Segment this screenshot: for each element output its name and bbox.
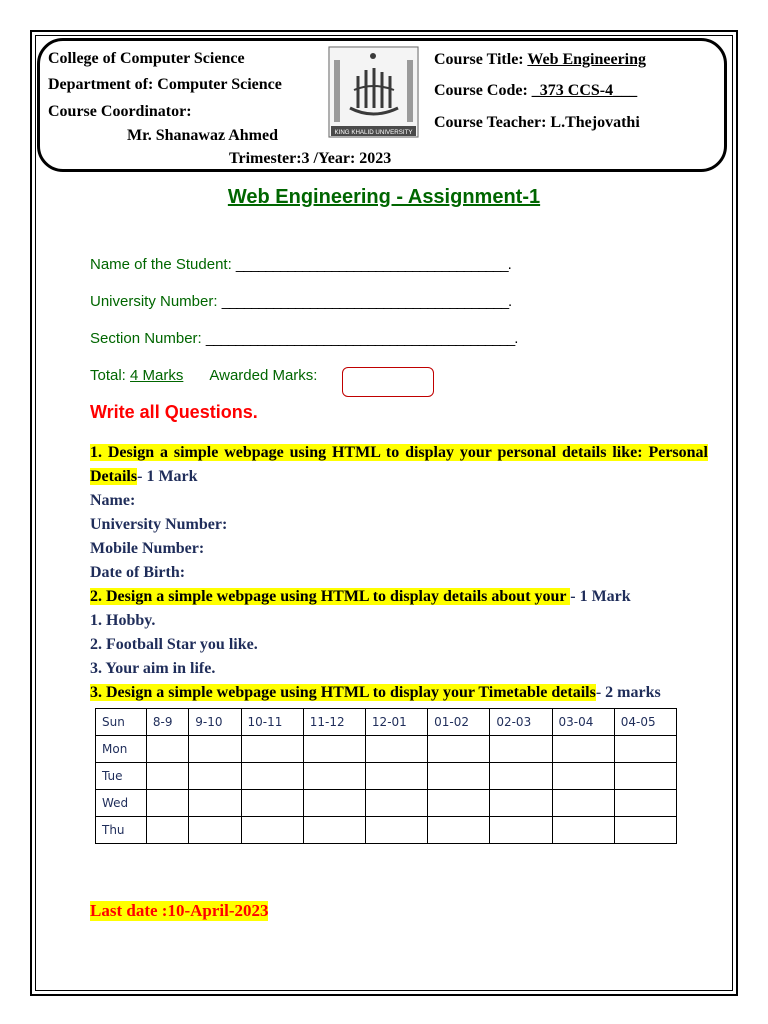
question-1-item: Mobile Number: bbox=[90, 540, 205, 557]
university-number-field bbox=[90, 293, 511, 310]
question-2 bbox=[90, 585, 631, 609]
timetable-header-cell: 8-9 bbox=[146, 709, 188, 736]
assignment-title: Web Engineering - Assignment-1 bbox=[227, 186, 541, 208]
timetable-header-row bbox=[96, 709, 677, 736]
timetable-cell[interactable] bbox=[428, 736, 490, 763]
question-1-marks: - 1 Mark bbox=[137, 468, 198, 485]
question-1-item: Date of Birth: bbox=[90, 564, 186, 581]
timetable-day: Wed bbox=[96, 790, 147, 817]
timetable-cell[interactable] bbox=[146, 817, 188, 844]
timetable-header-cell: 12-01 bbox=[365, 709, 427, 736]
question-1-item: Name: bbox=[90, 492, 136, 509]
timetable-cell[interactable] bbox=[365, 763, 427, 790]
timetable-cell[interactable] bbox=[146, 790, 188, 817]
timetable-cell[interactable] bbox=[428, 763, 490, 790]
question-3-marks: - 2 marks bbox=[595, 684, 661, 701]
timetable-cell[interactable] bbox=[490, 763, 552, 790]
question-1-text: 1. Design a simple webpage using HTML to display your personal details like: Personal Details bbox=[90, 444, 708, 485]
total-label: Total: bbox=[90, 367, 131, 384]
timetable-cell[interactable] bbox=[552, 817, 614, 844]
timetable-cell[interactable] bbox=[428, 790, 490, 817]
timetable-cell[interactable] bbox=[490, 736, 552, 763]
timetable-cell[interactable] bbox=[303, 763, 365, 790]
student-name-label: Name of the Student: bbox=[90, 256, 236, 273]
timetable-header-cell: 04-05 bbox=[614, 709, 676, 736]
timetable-cell[interactable] bbox=[552, 736, 614, 763]
section-number-label: Section Number: bbox=[90, 330, 206, 347]
department-name: Department of: Computer Science bbox=[48, 76, 282, 93]
question-2-item: 3. Your aim in life. bbox=[90, 660, 216, 677]
timetable-cell[interactable] bbox=[552, 763, 614, 790]
question-3 bbox=[90, 681, 661, 705]
timetable-cell[interactable] bbox=[614, 736, 676, 763]
timetable-cell[interactable] bbox=[241, 817, 303, 844]
timetable-header-cell: Sun bbox=[96, 709, 147, 736]
timetable-cell[interactable] bbox=[303, 817, 365, 844]
question-2-text: 2. Design a simple webpage using HTML to display details about your bbox=[90, 588, 571, 605]
student-name-blank[interactable]: _____________________________________. bbox=[235, 256, 511, 273]
last-date: Last date :10-April-2023 bbox=[90, 901, 269, 920]
marks-row bbox=[90, 367, 317, 384]
timetable-day: Tue bbox=[96, 763, 147, 790]
course-code bbox=[434, 82, 637, 100]
timetable-cell[interactable] bbox=[365, 817, 427, 844]
coordinator-name: Mr. Shanawaz Ahmed bbox=[127, 127, 278, 144]
course-code-value: _373 CCS-4___ bbox=[531, 82, 638, 99]
logo-caption: KING KHALID UNIVERSITY bbox=[334, 129, 413, 136]
timetable-header-cell: 10-11 bbox=[241, 709, 303, 736]
timetable-cell[interactable] bbox=[189, 763, 241, 790]
timetable-cell[interactable] bbox=[241, 763, 303, 790]
timetable-cell[interactable] bbox=[428, 817, 490, 844]
timetable-cell[interactable] bbox=[303, 736, 365, 763]
timetable-row bbox=[96, 790, 677, 817]
course-title-value: Web Engineering bbox=[527, 51, 647, 68]
timetable-cell[interactable] bbox=[365, 736, 427, 763]
timetable-header-cell: 11-12 bbox=[303, 709, 365, 736]
section-number-blank[interactable]: __________________________________________. bbox=[205, 330, 518, 347]
question-1-item: University Number: bbox=[90, 516, 228, 533]
coordinator-label: Course Coordinator: bbox=[48, 103, 192, 120]
timetable-cell[interactable] bbox=[189, 736, 241, 763]
timetable-row bbox=[96, 736, 677, 763]
question-2-marks: - 1 Mark bbox=[570, 588, 631, 605]
timetable-day: Mon bbox=[96, 736, 147, 763]
question-2-item: 1. Hobby. bbox=[90, 612, 156, 629]
course-teacher: Course Teacher: L.Thejovathi bbox=[434, 114, 640, 131]
timetable-day: Thu bbox=[96, 817, 147, 844]
university-number-blank[interactable]: _______________________________________. bbox=[221, 293, 512, 310]
timetable-cell[interactable] bbox=[146, 736, 188, 763]
timetable-row bbox=[96, 817, 677, 844]
timetable-cell[interactable] bbox=[614, 790, 676, 817]
college-name: College of Computer Science bbox=[48, 50, 245, 67]
timetable bbox=[95, 708, 677, 844]
timetable-cell[interactable] bbox=[490, 790, 552, 817]
total-value: 4 Marks bbox=[130, 367, 184, 384]
timetable-cell[interactable] bbox=[490, 817, 552, 844]
university-number-label: University Number: bbox=[90, 293, 222, 310]
timetable-cell[interactable] bbox=[614, 763, 676, 790]
timetable-header-cell: 02-03 bbox=[490, 709, 552, 736]
timetable-cell[interactable] bbox=[241, 736, 303, 763]
student-name-field bbox=[90, 256, 511, 273]
timetable-cell[interactable] bbox=[303, 790, 365, 817]
timetable-cell[interactable] bbox=[614, 817, 676, 844]
timetable-cell[interactable] bbox=[146, 763, 188, 790]
course-code-label: Course Code: bbox=[434, 82, 532, 99]
timetable-header-cell: 01-02 bbox=[428, 709, 490, 736]
university-logo bbox=[328, 46, 419, 138]
question-2-item: 2. Football Star you like. bbox=[90, 636, 258, 653]
course-title-label: Course Title: bbox=[434, 51, 528, 68]
timetable-cell[interactable] bbox=[241, 790, 303, 817]
instruction-text: Write all Questions. bbox=[90, 402, 258, 422]
timetable-cell[interactable] bbox=[552, 790, 614, 817]
section-number-field bbox=[90, 330, 517, 347]
timetable-cell[interactable] bbox=[365, 790, 427, 817]
course-title bbox=[434, 51, 646, 69]
question-1 bbox=[90, 441, 708, 489]
awarded-marks-box[interactable] bbox=[342, 367, 434, 397]
timetable-header-cell: 03-04 bbox=[552, 709, 614, 736]
trimester-year: Trimester:3 /Year: 2023 bbox=[229, 150, 392, 167]
timetable-cell[interactable] bbox=[189, 817, 241, 844]
awarded-marks-label: Awarded Marks: bbox=[209, 367, 318, 384]
timetable-cell[interactable] bbox=[189, 790, 241, 817]
timetable-header-cell: 9-10 bbox=[189, 709, 241, 736]
timetable-row bbox=[96, 763, 677, 790]
question-3-text: 3. Design a simple webpage using HTML to display your Timetable details bbox=[90, 684, 596, 701]
